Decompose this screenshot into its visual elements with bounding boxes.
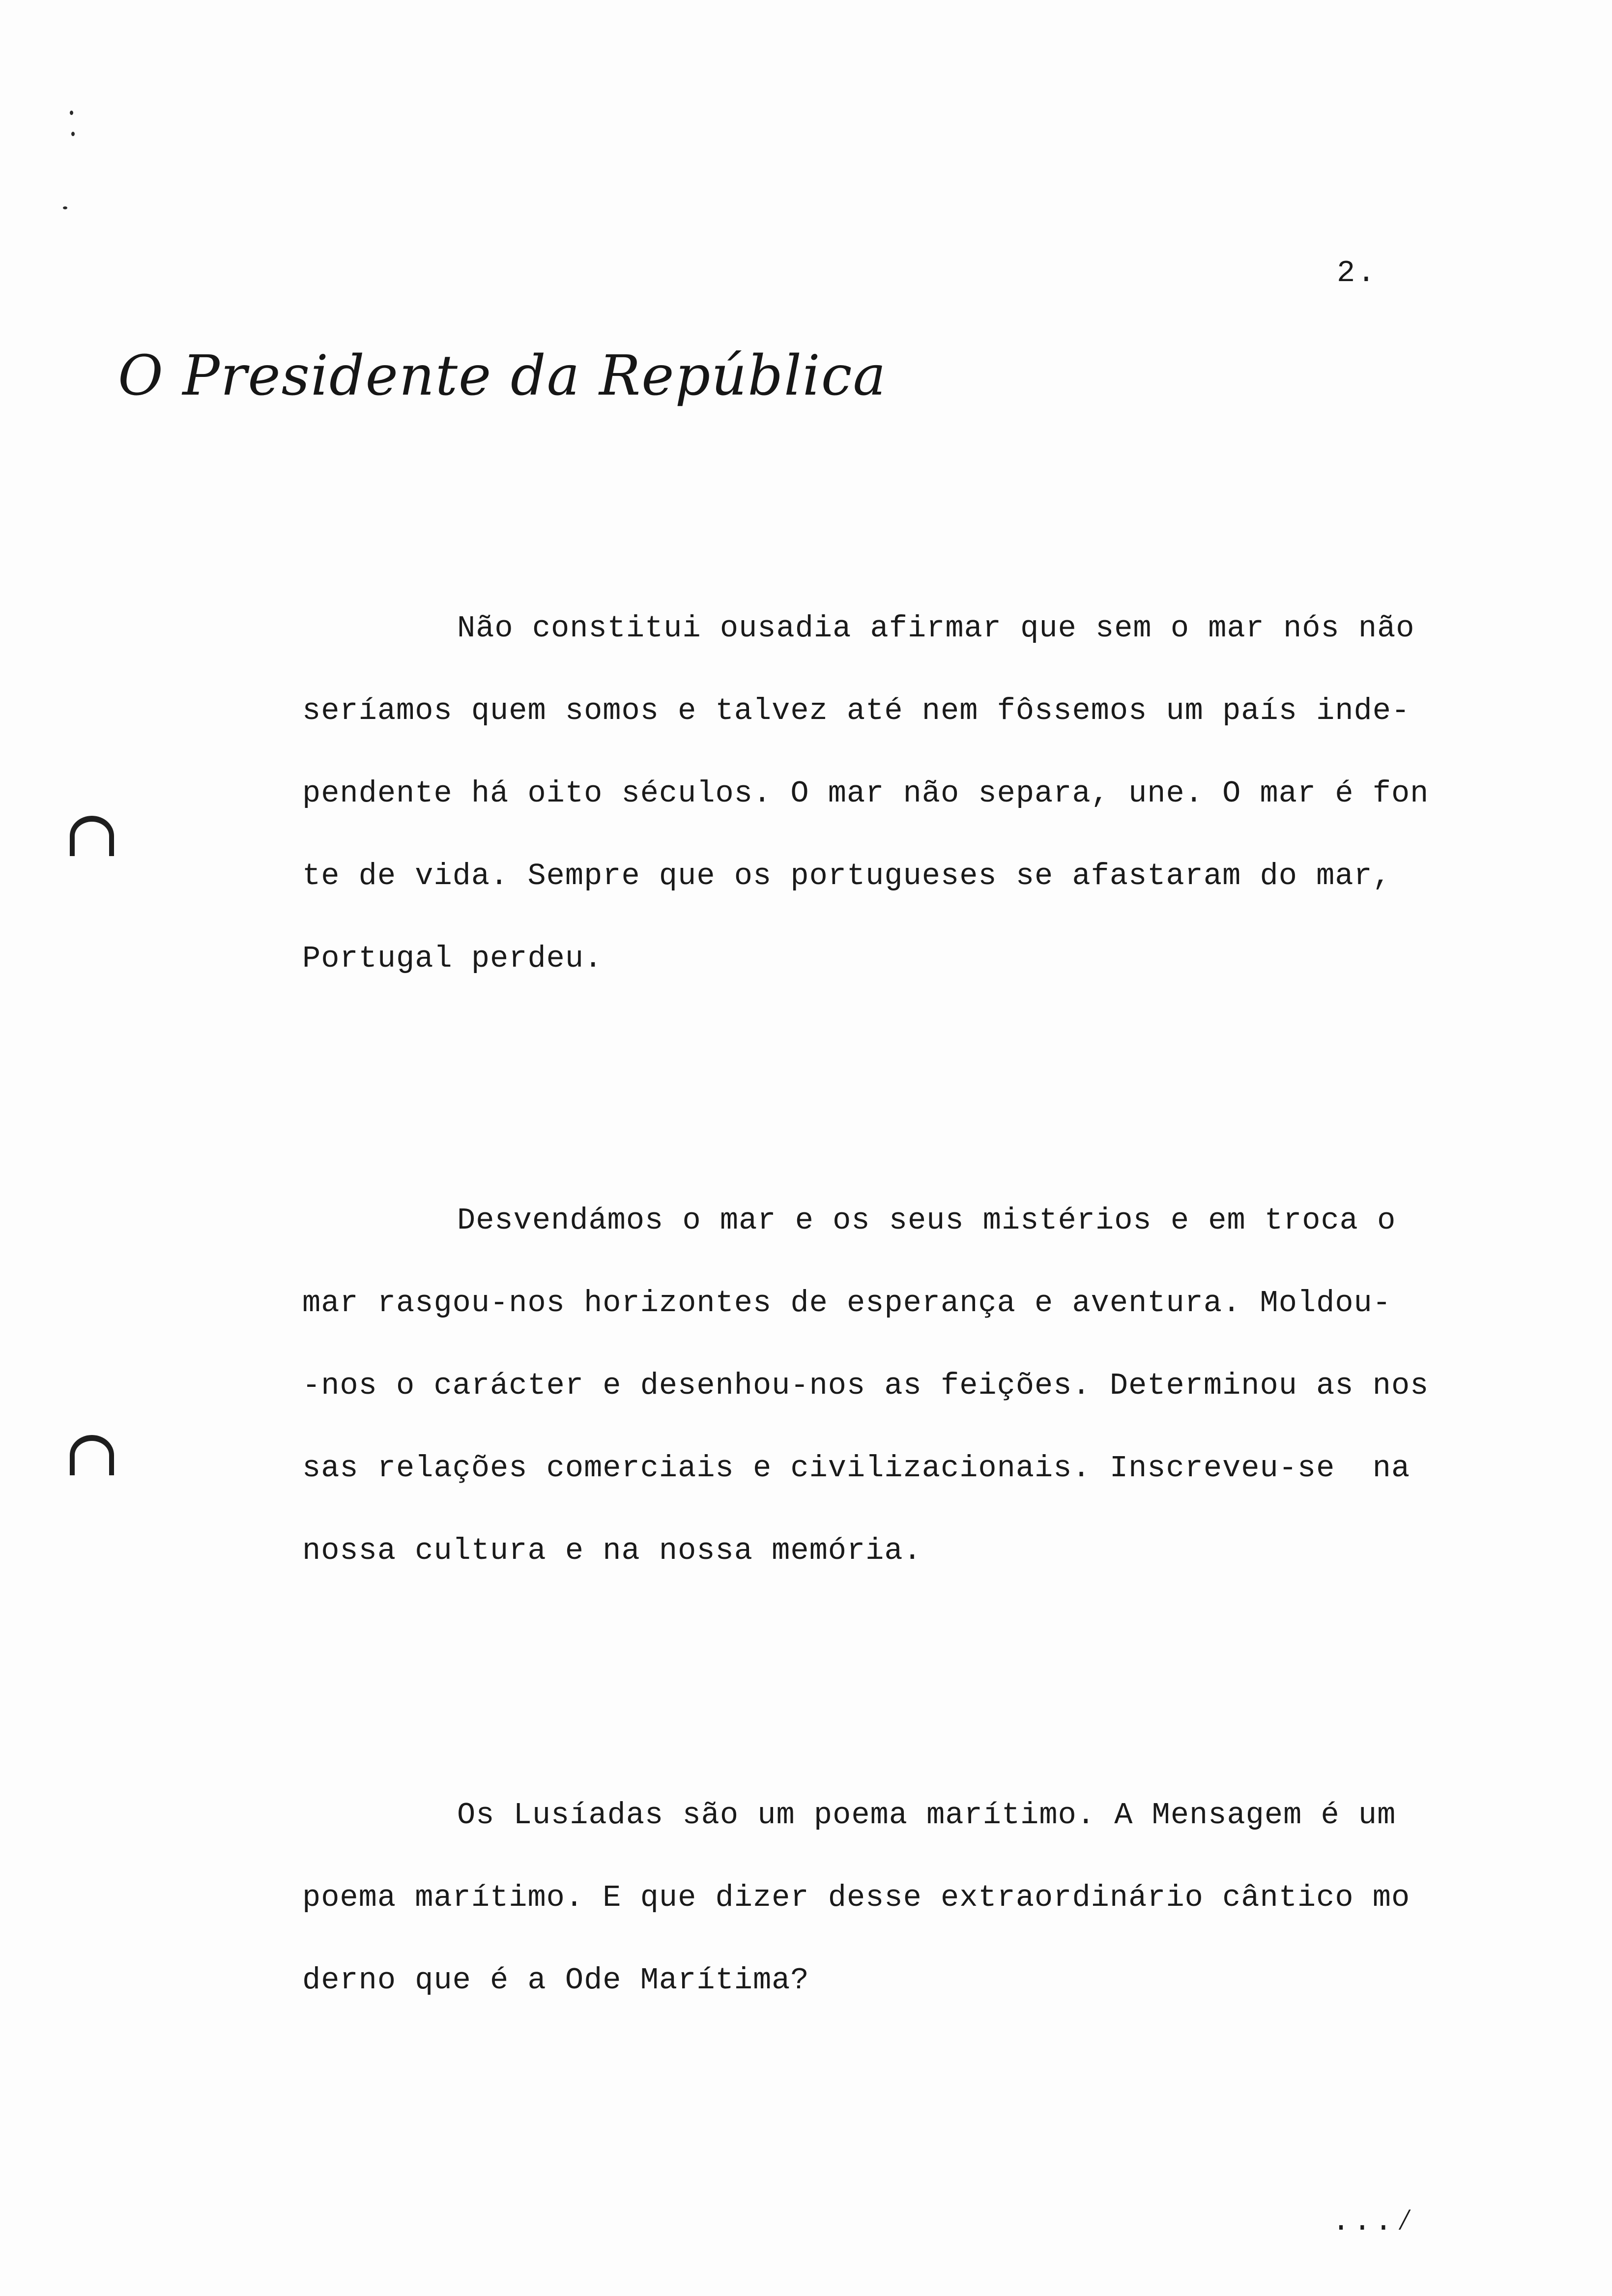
text-line: seríamos quem somos e talvez até nem fôssemos um país inde- [302, 693, 1410, 728]
hole-punch-mark [70, 816, 114, 856]
paragraph-1 [302, 587, 1472, 1000]
text-line: mar rasgou-nos horizontes de esperança e aventura. Moldou- [302, 1286, 1391, 1320]
continuation-mark: ...∕ [1332, 2204, 1417, 2239]
text-line: Não constitui ousadia afirmar que sem o mar nós não [457, 611, 1415, 646]
hole-punch-mark [70, 1435, 114, 1475]
text-line: -nos o carácter e desenhou-nos as feições. Determinou as nos [302, 1368, 1429, 1403]
page-number: 2. [1337, 256, 1378, 290]
margin-mark [70, 111, 73, 115]
margin-mark [71, 132, 75, 136]
text-line: Os Lusíadas são um poema marítimo. A Mensagem é um [457, 1798, 1396, 1833]
text-line: te de vida. Sempre que os portugueses se afastaram do mar, [302, 859, 1391, 893]
text-line: sas relações comerciais e civilizacionais. Inscreveu-se na [302, 1451, 1410, 1486]
text-line: nossa cultura e na nossa memória. [302, 1533, 922, 1568]
text-line: poema marítimo. E que dizer desse extraordinário cântico mo [302, 1880, 1410, 1915]
text-line: Desvendámos o mar e os seus mistérios e em troca o [457, 1203, 1396, 1238]
text-line: Portugal perdeu. [302, 941, 603, 976]
text-line: pendente há oito séculos. O mar não separa, une. O mar é fon [302, 776, 1429, 811]
paragraph-3 [302, 1774, 1472, 2022]
text-line: derno que é a Ode Marítima? [302, 1963, 809, 1998]
paragraph-2 [302, 1179, 1472, 1592]
letterhead-title: O Presidente da República [118, 344, 887, 408]
margin-mark [63, 206, 67, 209]
